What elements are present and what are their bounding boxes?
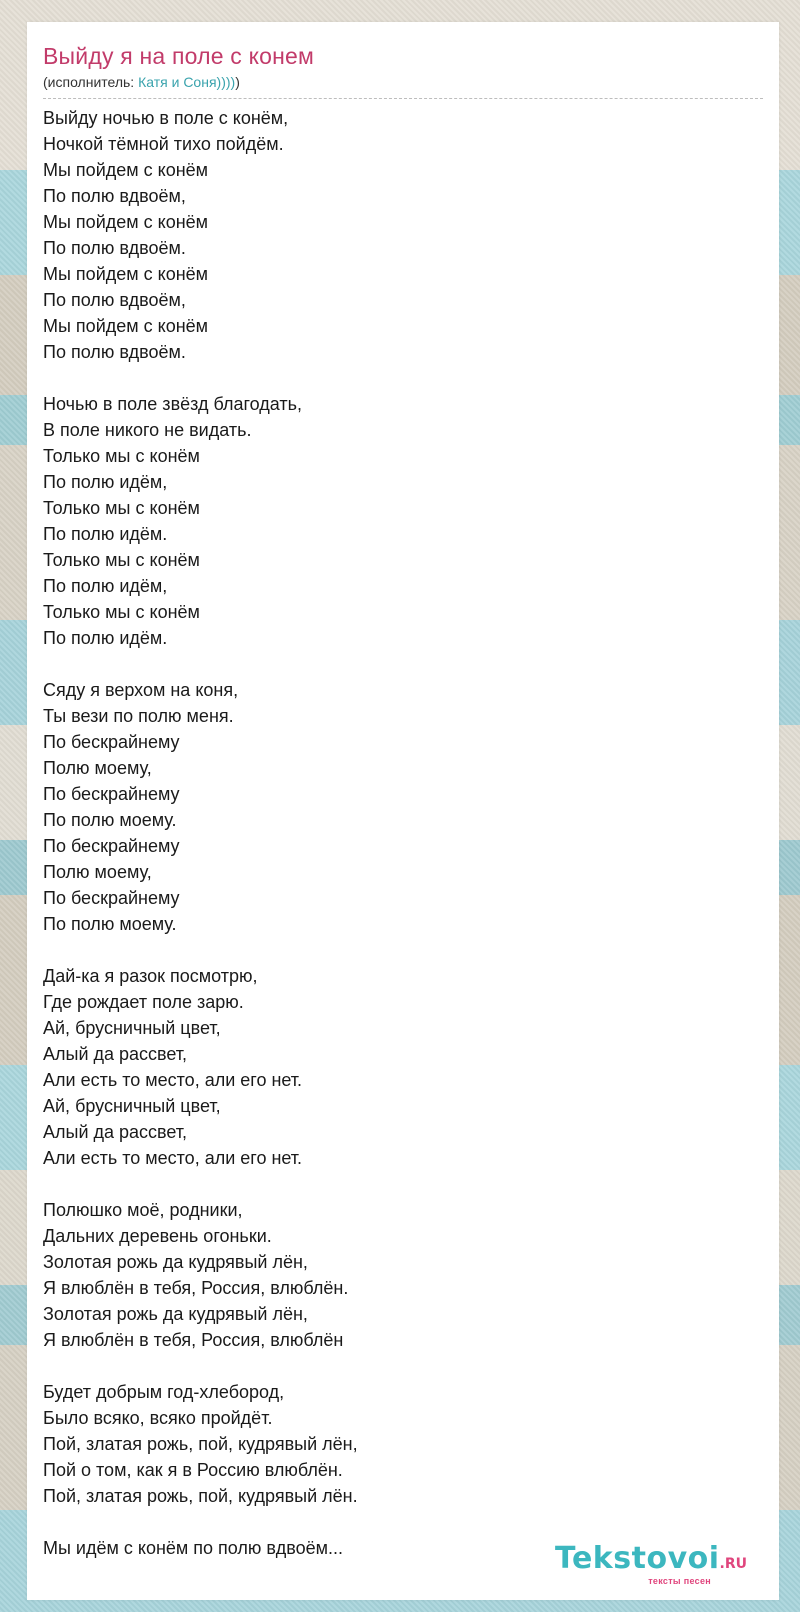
lyric-line: По полю идём, — [43, 576, 168, 596]
stanza-gap — [43, 651, 763, 677]
lyric-line: По полю идём. — [43, 628, 168, 648]
artist-prefix: (исполнитель: — [43, 74, 139, 90]
artist-suffix: ) — [235, 74, 240, 90]
lyric-line: Мы пойдем с конём — [43, 264, 209, 284]
lyric-line: По полю вдвоём. — [43, 342, 186, 362]
lyric-line: Дай-ка я разок посмотрю, — [43, 966, 258, 986]
lyric-line: Али есть то место, али его нет. — [43, 1148, 303, 1168]
lyric-line: Только мы с конём — [43, 550, 200, 570]
site-logo[interactable] — [555, 1543, 747, 1586]
lyric-line: Ночкой тёмной тихо пойдём. — [43, 134, 284, 154]
lyric-line: Полюшко моё, родники, — [43, 1200, 243, 1220]
lyric-line: По полю идём. — [43, 524, 168, 544]
artist-line — [43, 72, 763, 99]
lyric-line: По бескрайнему — [43, 836, 180, 856]
lyric-line: По бескрайнему — [43, 784, 180, 804]
stanza-gap — [43, 1353, 763, 1379]
lyric-line: В поле никого не видать. — [43, 420, 252, 440]
stanza-gap — [43, 1171, 763, 1197]
lyric-line: Золотая рожь да кудрявый лён, — [43, 1252, 308, 1272]
lyric-line: Пой, златая рожь, пой, кудрявый лён, — [43, 1434, 358, 1454]
logo-domain: .RU — [719, 1556, 747, 1572]
lyric-line: По полю вдвоём, — [43, 290, 186, 310]
lyric-line: Было всяко, всяко пройдёт. — [43, 1408, 273, 1428]
logo-tagline: тексты песен — [648, 1576, 711, 1586]
lyric-line: Где рождает поле зарю. — [43, 992, 244, 1012]
lyric-line: По полю идём, — [43, 472, 168, 492]
lyric-line: Ты вези по полю меня. — [43, 706, 234, 726]
lyric-line: Я влюблён в тебя, Россия, влюблён — [43, 1330, 344, 1350]
lyric-line: Алый да рассвет, — [43, 1122, 188, 1142]
lyric-line: Пой о том, как я в Россию влюблён. — [43, 1460, 343, 1480]
lyric-line: По полю моему. — [43, 914, 177, 934]
lyric-line: По бескрайнему — [43, 888, 180, 908]
lyric-line: Выйду ночью в поле с конём, — [43, 108, 289, 128]
lyric-line: Али есть то место, али его нет. — [43, 1070, 303, 1090]
artist-link[interactable]: Катя и Соня)))) — [138, 74, 236, 90]
lyric-line: Только мы с конём — [43, 602, 200, 622]
stanza-gap — [43, 365, 763, 391]
lyric-line: По полю вдвоём. — [43, 238, 186, 258]
stanza-gap — [43, 1509, 763, 1535]
lyric-line: Пой, златая рожь, пой, кудрявый лён. — [43, 1486, 358, 1506]
lyric-line: По полю моему. — [43, 810, 177, 830]
lyric-line: Сяду я верхом на коня, — [43, 680, 239, 700]
lyric-line: Мы идём с конём по полю вдвоём... — [43, 1538, 344, 1558]
lyric-line: Мы пойдем с конём — [43, 212, 209, 232]
lyric-line: Полю моему, — [43, 758, 152, 778]
lyric-line: Только мы с конём — [43, 446, 200, 466]
lyric-line: Я влюблён в тебя, Россия, влюблён. — [43, 1278, 349, 1298]
lyric-line: Ночью в поле звёзд благодать, — [43, 394, 303, 414]
lyric-line: По полю вдвоём, — [43, 186, 186, 206]
lyric-line: Ай, брусничный цвет, — [43, 1018, 221, 1038]
lyric-line: Только мы с конём — [43, 498, 200, 518]
lyrics-text — [43, 105, 763, 1561]
lyric-line: Алый да рассвет, — [43, 1044, 188, 1064]
lyric-line: Мы пойдем с конём — [43, 160, 209, 180]
lyric-line: Будет добрым год-хлебород, — [43, 1382, 285, 1402]
lyric-line: Дальних деревень огоньки. — [43, 1226, 272, 1246]
logo-text: Tekstovoi — [554, 1541, 720, 1576]
lyric-line: По бескрайнему — [43, 732, 180, 752]
stanza-gap — [43, 937, 763, 963]
lyric-line: Ай, брусничный цвет, — [43, 1096, 221, 1116]
song-title: Выйду я на поле с конем — [43, 43, 315, 69]
lyric-line: Полю моему, — [43, 862, 152, 882]
lyric-line: Мы пойдем с конём — [43, 316, 209, 336]
lyrics-card — [27, 22, 779, 1600]
lyric-line: Золотая рожь да кудрявый лён, — [43, 1304, 308, 1324]
